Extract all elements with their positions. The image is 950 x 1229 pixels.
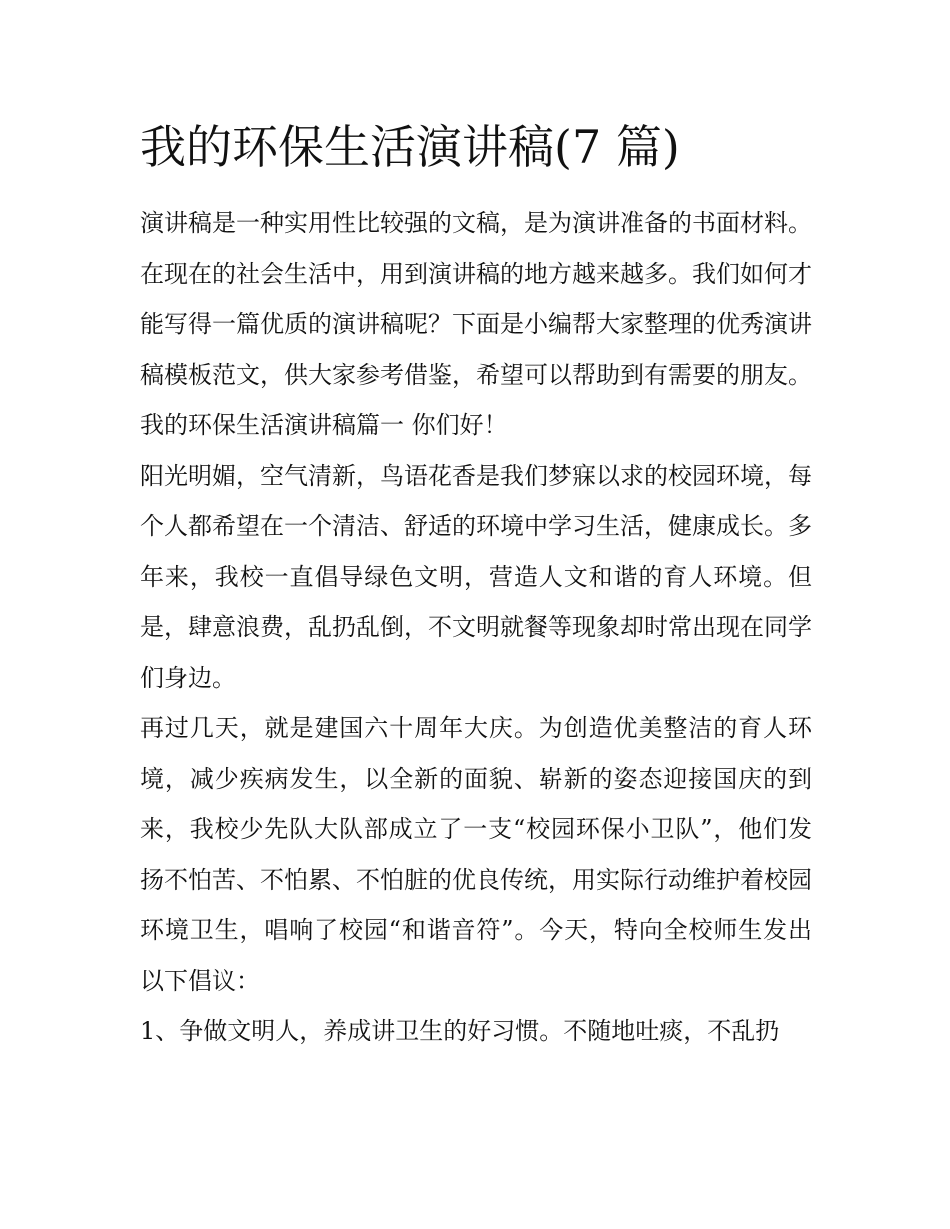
paragraph-section-heading: 我的环保生活演讲稿篇一 你们好！ [140, 411, 508, 439]
document-body [140, 198, 812, 1057]
paragraph-initiative: 再过几天，就是建国六十周年大庆。为创造优美整洁的育人环境，减少疾病发生，以全新的面貌、崭新的姿态迎接国庆的到来，我校少先队大队部成立了一支“校园环保小卫队”，他们发扬不怕苦、不怕累、不怕脏的优良传统，用实际行动维护着校园环境卫生，唱响了校园“和谐音符”。今天，特向全校师生发出以下倡议： [140, 714, 812, 995]
document-title: 我的环保生活演讲稿(7 篇) [140, 120, 680, 174]
paragraph-campus-environment: 阳光明媚，空气清新，鸟语花香是我们梦寐以求的校园环境，每个人都希望在一个清洁、舒适的环境中学习生活，健康成长。多年来，我校一直倡导绿色文明，营造人文和谐的育人环境。但是，肆意浪费，乱扔乱倒，不文明就餐等现象却时常出现在同学们身边。 [140, 461, 812, 692]
paragraph-item-1: 1、争做文明人，养成讲卫生的好习惯。不随地吐痰，不乱扔 [140, 1017, 780, 1045]
paragraph-intro: 演讲稿是一种实用性比较强的文稿，是为演讲准备的书面材料。在现在的社会生活中，用到演讲稿的地方越来越多。我们如何才能写得一篇优质的演讲稿呢？下面是小编帮大家整理的优秀演讲稿模板范文，供大家参考借鉴，希望可以帮助到有需要的朋友。 [140, 209, 812, 389]
